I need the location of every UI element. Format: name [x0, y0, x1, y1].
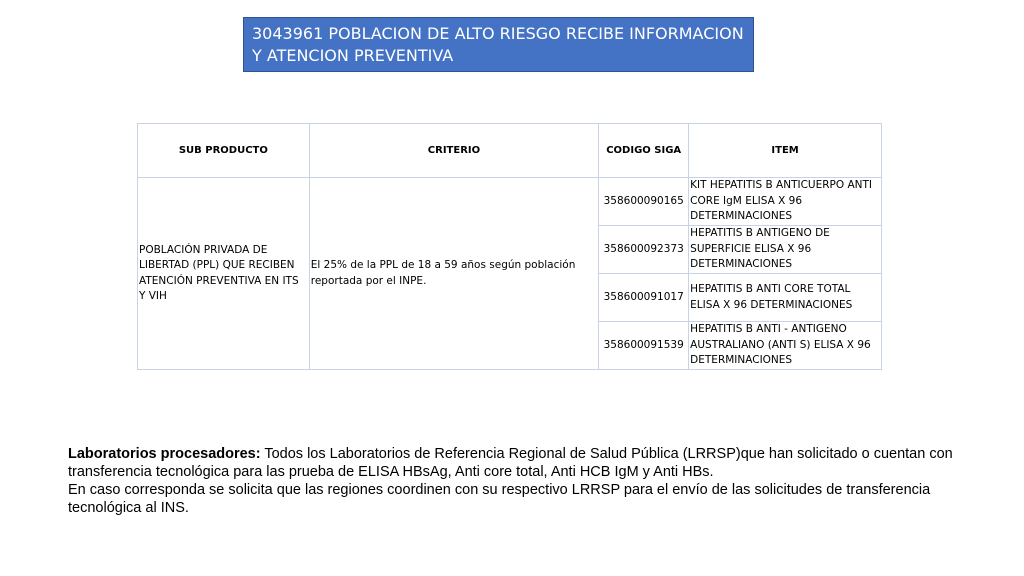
- item-cell: HEPATITIS B ANTI CORE TOTAL ELISA X 96 DETERMINACIONES: [689, 274, 882, 322]
- item-cell: KIT HEPATITIS B ANTICUERPO ANTI CORE IgM ELISA X 96 DETERMINACIONES: [689, 178, 882, 226]
- header-item: ITEM: [689, 124, 882, 178]
- sub-producto-cell: POBLACIÓN PRIVADA DE LIBERTAD (PPL) QUE RECIBEN ATENCIÓN PREVENTIVA EN ITS Y VIH: [138, 178, 310, 370]
- codigo-cell: 358600090165: [599, 178, 689, 226]
- notes-paragraph-2: En caso corresponda se solicita que las regiones coordinen con su respectivo LRRSP para el envío de las solicitudes de transferencia tecnológica al INS.: [68, 482, 931, 516]
- codigo-cell: 358600091539: [599, 322, 689, 370]
- codigo-cell: 358600091017: [599, 274, 689, 322]
- table-header-row: [138, 124, 882, 178]
- notes-block: [68, 445, 968, 517]
- item-cell: HEPATITIS B ANTI - ANTIGENO AUSTRALIANO (ANTI S) ELISA X 96 DETERMINACIONES: [689, 322, 882, 370]
- header-sub-producto: SUB PRODUCTO: [138, 124, 310, 178]
- notes-text-1: Todos los Laboratorios de Referencia Regional de Salud Pública (LRRSP)que han solicitado o cuentan con transferencia tecnológica para las prueba de ELISA HBsAg, Anti core total, Anti HCB IgM y Anti HBs.: [68, 446, 953, 480]
- notes-label: Laboratorios procesadores:: [68, 446, 261, 462]
- page-title: 3043961 POBLACION DE ALTO RIESGO RECIBE INFORMACION Y ATENCION PREVENTIVA: [243, 17, 754, 72]
- codigo-cell: 358600092373: [599, 226, 689, 274]
- table-row: [138, 178, 882, 226]
- header-codigo-siga: CODIGO SIGA: [599, 124, 689, 178]
- notes-paragraph-1: [68, 445, 968, 481]
- items-table: [137, 123, 882, 370]
- header-criterio: CRITERIO: [309, 124, 598, 178]
- criterio-cell: El 25% de la PPL de 18 a 59 años según población reportada por el INPE.: [309, 178, 598, 370]
- item-cell: HEPATITIS B ANTIGENO DE SUPERFICIE ELISA X 96 DETERMINACIONES: [689, 226, 882, 274]
